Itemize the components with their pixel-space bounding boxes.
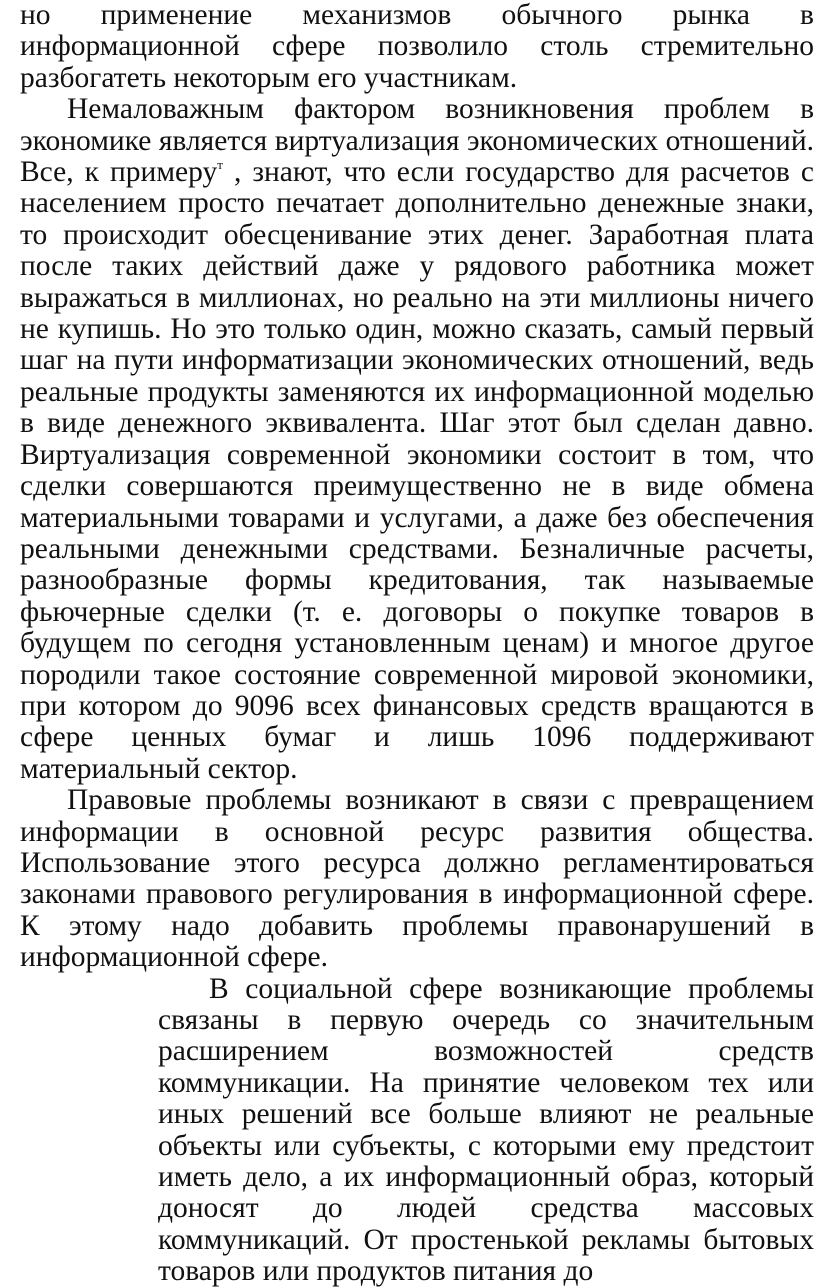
paragraph-economy-text-start: Немаловажным фактором возникновения проблем в экономике является виртуализация экономических отношений. Все, к примеру [20, 93, 814, 189]
paragraph-continuation: но применение механизмов обычного рынка в информационной сфере позволило столь стремительно разбогатеть некоторым его участникам. [20, 0, 814, 94]
document-page [20, 0, 814, 1288]
paragraph-economy [20, 94, 814, 785]
paragraph-economy-text-end: , знают, что если государство для расчетов с населением просто печатает дополнительно денежные знаки, то происходит обесценивание этих денег. Заработная плата после таких действий даже у рядового работника может выражаться в миллионах, но реально на эти миллионы ничего не купишь. Но это только один, можно сказать, самый первый шаг на пути информатизации экономических отношений, ведь реальные продукты заменяются их информационной моделью в виде денежного эквивалента. Шаг этот был сделан давно. Виртуализация современной экономики состоит в том, что сделки совершаются преимущественно не в виде обмена материальными товарами и услугами, а даже без обеспечения реальными денежными средствами. Безналичные расчеты, разнообразные формы кредитования, так называемые фьючерные сделки (т. е. договоры о покупке товаров в будущем по сегодня установленным ценам) и многое другое породили такое состояние современной мировой экономики, при котором до 9096 всех финансовых средств вращаются в сфере ценных бумаг и лишь 1096 поддерживают материальный сектор. [20, 156, 814, 785]
footnote-reference: т [217, 157, 223, 173]
paragraph-social: В социальной сфере возникающие проблемы связаны в первую очередь со значительным расширением возможностей средств коммуникации. На принятие человеком тех или иных решений все больше влияют не реальные объекты или субъекты, с которыми ему предстоит иметь дело, а их информационный образ, который доносят до людей средства массовых коммуникаций. От простенькой рекламы бытовых товаров или продуктов питания до [158, 972, 814, 1288]
paragraph-legal: Правовые проблемы возникают в связи с превращением информации в основной ресурс развития общества. Использование этого ресурса должно регламентироваться законами правового регулирования в информационной сфере. К этому надо добавить проблемы правонарушений в информационной сфере. [20, 784, 814, 974]
